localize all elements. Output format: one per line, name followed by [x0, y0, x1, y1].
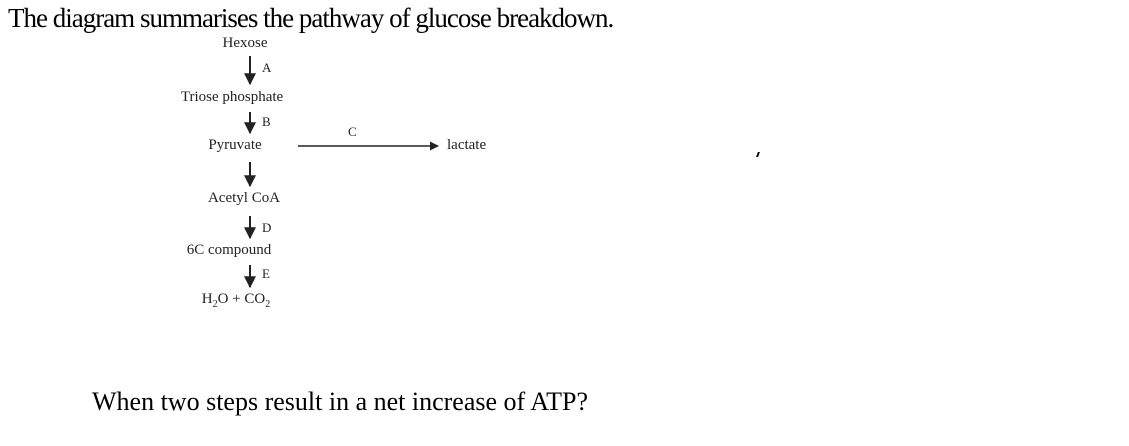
node-acetyl-coa: Acetyl CoA: [207, 190, 281, 206]
step-a-label: A: [262, 60, 272, 75]
product-o-plus-co: O + CO: [217, 291, 266, 307]
product-co-subscript: 2: [265, 299, 271, 310]
node-pyruvate: Pyruvate: [208, 137, 262, 153]
step-d-label: D: [262, 220, 272, 235]
node-triose-phosphate: Triose phosphate: [180, 89, 284, 105]
step-c-label: C: [348, 124, 357, 139]
step-b-label: B: [262, 114, 271, 129]
node-lactate: lactate: [447, 137, 487, 153]
question-text: When two steps result in a net increase of ATP?: [92, 387, 589, 416]
node-hexose: Hexose: [222, 35, 268, 51]
product-h-subscript: 2: [212, 299, 218, 310]
product-h: H: [201, 291, 213, 307]
intro-text: The diagram summarises the pathway of glucose breakdown.: [8, 3, 614, 33]
node-6c-compound: 6C compound: [186, 242, 272, 258]
node-water-carbon-dioxide: [202, 290, 270, 314]
step-e-label: E: [262, 266, 270, 281]
